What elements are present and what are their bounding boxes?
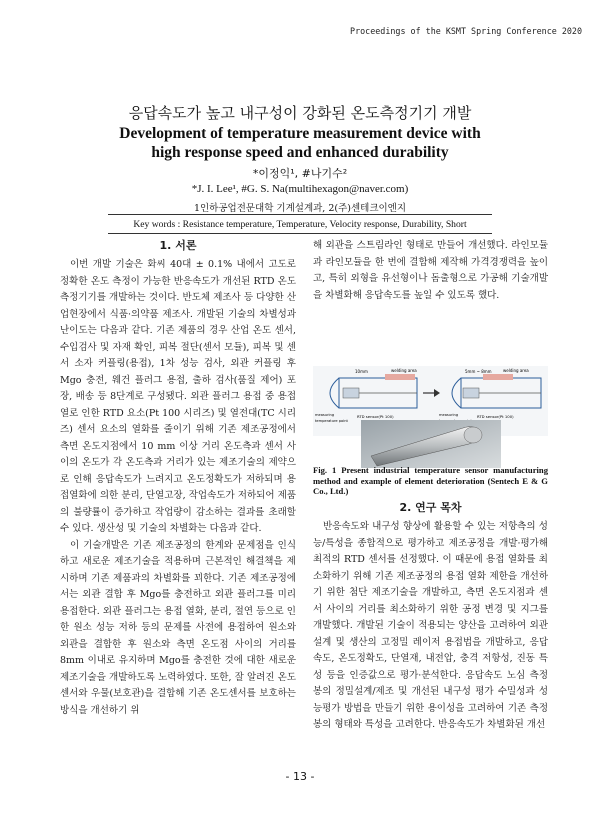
title-english-line1: Development of temperature measurement device with: [119, 125, 481, 142]
left-rtd-label: RTD sensor(Pt 100): [357, 414, 394, 419]
page-number: - 13 -: [285, 770, 315, 783]
section2-title: 2. 연구 목차: [399, 501, 462, 514]
right-weld-label: welding area: [503, 368, 529, 373]
keywords: Key words : Resistance temperature, Temperature, Velocity response, Durability, Short: [133, 219, 467, 230]
right-column-top: [313, 238, 548, 304]
left-tp-label: temperature point: [315, 419, 348, 423]
title-english-line2: high response speed and enhanced durability: [151, 144, 449, 161]
keywords-top-rule: [108, 214, 492, 215]
authors-korean: *이정익¹, #나기수²: [252, 167, 348, 180]
left-dim-label: 10mm: [355, 369, 368, 374]
right-dim-label: 5mm ~ 8mm: [465, 369, 492, 374]
right-column-continuation: 해 외관을 스트림라인 형태로 만들어 개선했다. 라인모듈과 라인모듈을 한 번에 결합해 제작해 가격경쟁력을 높이고, 특히 외형을 유선형이나 돔출형으로 가공해 기술개발을 차별화해 응답속도를 높일 수 있도록 했다.: [313, 240, 548, 301]
conference-header: Proceedings of the KSMT Spring Conference 2020: [350, 26, 582, 36]
left-mp-label: measuring: [315, 413, 335, 417]
keywords-bottom-rule: [108, 233, 492, 234]
section1-para2: 이 기술개발은 기존 제조공정의 한계와 문제점을 인식하고 새로운 제조기술을 적용하며 근본적인 해결책을 제시하며 기존 제품과의 차별화를 꾀한다. 기존 제조공정에서는 외관 결합 후 Mgo를 충전하고 외관 플러그를 미리 용접한다. 외관 플러그는 용접 열화, 분리, 절연 등으로 인한 원소 성능 저하 등의 문제를 사전에 용접하여 원소와 외관을 결합한 후 원소와 측면 온도점 사이의 거리를 8mm 이내로 유지하며 Mgo를 충전한 것에 대한 새로운 제조기술을 개발하도록 노력하였다. 또한, 잘 알려진 온도센서와 우물(보호관)을 결합해 기존 온도센서를 보호하는 방식을 개선하기 위: [60, 539, 296, 716]
section1-title: 1. 서론: [159, 239, 197, 252]
affiliation: 1인하공업전문대학 기계설계과, 2(주)센테크이엔지: [193, 203, 407, 214]
right-rtd-label: RTD sensor(Pt 100): [477, 414, 514, 419]
left-column: [60, 238, 296, 719]
title-english: [0, 124, 600, 162]
section2-para1: 반응속도와 내구성 향상에 활용할 수 있는 저항측의 성능/특성을 종합적으로 평가하고 제조공정을 개발·평가해 최적의 RTD 센서를 선정했다. 이 때문에 용접 열화를 최소화하기 위해 기존 제조공정의 용접 열화 제한을 개선하기 위한 첨단 제조기술을 개발하고, 측면 온도지점과 센서 사이의 거리를 최소화하기 위한 공정 변경 및 지그를 개발했다. 개발된 기술이 적용되는 양산을 고려하여 외관 설계 및 생산의 고정밀 레이저 용접법을 개발하고, 응답속도, 온도정확도, 단열재, 내전압, 충격 저항성, 진동 특성 등을 인증값으로 평가·분석한다. 응답속도 노심 측정봉의 정밀설계/제조 및 개선된 내구성 평가 수밀성과 성능평가 방법을 만들기 위한 용이성을 고려하여 기존 측정봉의 형태와 특성을 고려한다. 반응속도가 차별화된 개선: [313, 521, 548, 730]
title-korean: 응답속도가 높고 내구성이 강화된 온도측정기기 개발: [128, 104, 472, 122]
right-mp-label: measuring: [439, 413, 459, 417]
figure-photo: [313, 420, 548, 470]
left-weld-label: welding area: [391, 368, 417, 373]
authors-english: *J. I. Lee¹, #G. S. Na(multihexagon@naver.com): [191, 183, 409, 195]
section1-para1: 이번 개발 기술은 화씨 40대 ± 0.1% 내에서 고도로 정확한 온도 측정이 가능한 반응속도가 개선된 RTD 온도측정기기를 개발하는 것이다. 반도체 제조사 등 다양한 산업현장에서 식품·의약품 제조사. 개발된 기술의 차별성과 난이도는 다음과 같다. 기존 제품의 경우 산업 온도 센서, 수입검사 및 자재 확인, 피복 절단(센서 모듈), 피복 및 센서 소자 커플링(용접), 1차 성능 검사, 외관 커플링 후 Mgo 충전, 웨건 플러그 용접, 출하 검사(품질 제어) 포장, 배송 등 8단계로 구성됐다. 외관 플러그 용접 중 용접 열로 인한 RTD 요소(Pt 100 시리즈) 및 열전대(TC 시리즈) 센서 요소의 열화를 줄이기 위해 기존 제조공정에서 측면 온도지점에서 10 mm 이상 거리 온도측과 센서 사이의 온도가 각 온도측과 거리가 있는 제조기술의 제약으로 인해 응답속도가 느려지고 온도정확도가 저하되며 용접열화에 의한 분리, 단열고장, 작업속도가 저하되어 제품의 불량률이 증가하고 작업량이 감소하는 결과를 초래할 수 있다. 생산성 및 기술의 차별화는 다음과 같다.: [60, 259, 296, 534]
section2: [313, 500, 548, 734]
figure-caption: Fig. 1 Present industrial temperature sensor manufacturing method and example of element deterioration (Sentech E & G Co., Ltd.): [313, 465, 548, 496]
